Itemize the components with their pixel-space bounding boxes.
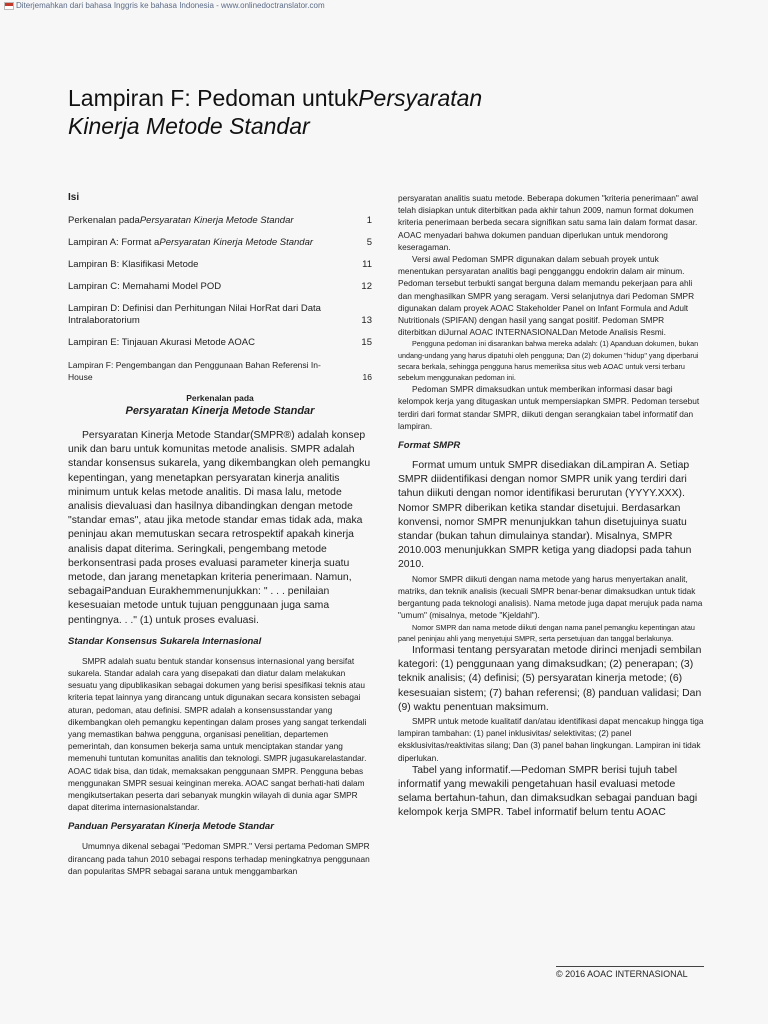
flag-icon: [4, 2, 14, 10]
right-paragraph: Versi awal Pedoman SMPR digunakan dalam sebuah proyek untuk menentukan persyaratan analitis bagi pengganggu endokrin dalam air minum. Pedoman tersebut terbukti sangat berguna dalam memandu pekerjaan para ahli dan menghasilkan SMPR yang seragam. Versi selanjutnya dari Pedoman SMPR digunakan dalam proyek AOAC Stakeholder Panel on Infant Formula and Adult Nutritionals (SPIFAN) dengan hasil yang sangat positif. Pedoman SMPR diterbitkan diJurnal AOAC INTERNASIONALDan Metode Analisis Resmi.: [398, 254, 695, 338]
toc-item[interactable]: Perkenalan padaPersyaratan Kinerja Metode Standar 1: [68, 215, 372, 226]
page-title: Lampiran F: Pedoman untukPersyaratan Kinerja Metode Standar: [68, 85, 483, 139]
voluntary-standard-heading: Standar Konsensus Sukarela Internasional: [68, 635, 262, 647]
translation-banner[interactable]: [0, 0, 325, 12]
footer-copyright: © 2016 AOAC INTERNASIONAL: [556, 966, 704, 979]
toc-item[interactable]: Lampiran B: Klasifikasi Metode 11: [68, 259, 372, 270]
toc-item[interactable]: Lampiran A: Format aPersyaratan Kinerja Metode Standar 5: [68, 237, 372, 248]
toc-item[interactable]: Lampiran D: Definisi dan Perhitungan Nilai HorRat dari Data Intralaboratorium 13: [68, 303, 372, 326]
right-paragraph: Format umum untuk SMPR disediakan diLampiran A. Setiap SMPR diidentifikasi dengan nomor SMPR unik yang terdiri dari tahun diikuti dengan nomor identifikasi berurutan (YYYY.XXX). Nomor SMPR diberikan ketika standar disetujui. Berdasarkan konvensi, nomor SMPR menunjukkan tahun disetujuinya suatu standar (bukan tahun dimulainya standar). Misalnya, SMPR 2010.003 menunjukkan SMPR ketiga yang diadopsi pada tahun 2010.: [398, 460, 692, 571]
format-heading: Format SMPR: [398, 440, 461, 452]
guidance-heading: Panduan Persyaratan Kinerja Metode Standar: [68, 821, 274, 833]
right-paragraph: persyaratan analitis suatu metode. Beberapa dokumen "kriteria penerimaan" awal telah disiapkan untuk diterbitkan pada akhir tahun 2009, namun format dokumen kriteria penerimaan berbeda secara signifikan satu sama lain dalam format dasar. AOAC menyadari bahwa dokumen panduan diperlukan untuk mendorong keseragaman.: [398, 193, 699, 252]
toc-item[interactable]: Lampiran C: Memahami Model POD 12: [68, 281, 372, 292]
right-column: [398, 192, 704, 821]
right-note-paragraph: Nomor SMPR dan nama metode diikuti dengan nama panel pemangku kepentingan atau panel peninjau ahli yang menyetujui SMPR, serta persetujuan dan tanggal berlakunya.: [398, 622, 695, 643]
right-paragraph: SMPR untuk metode kualitatif dan/atau identifikasi dapat mencakup hingga tiga lampiran tambahan: (1) panel inklusivitas/ selektivitas; (2) panel eksklusivitas/reaktivitas silang; Dan (3) panel bahan lingkungan. Lampiran ini tidak diperlukan.: [398, 715, 704, 763]
intro-heading: Persyaratan Kinerja Metode Standar: [125, 405, 315, 417]
toc-heading: Isi: [68, 192, 80, 203]
banner-text: Diterjemahkan dari bahasa Inggris ke bahasa Indonesia - www.onlinedoctranslator.com: [16, 1, 325, 10]
intro-subheading: Perkenalan pada: [186, 393, 254, 403]
right-paragraph: Pedoman SMPR dimaksudkan untuk memberikan informasi dasar bagi kelompok kerja yang ditugaskan untuk mempersiapkan SMPR. Pedoman tersebut terdiri dari format standar SMPR, diikuti dengan serangkaian tabel informatif dan lampiran.: [398, 384, 700, 431]
guidance-paragraph: Umumnya dikenal sebagai "Pedoman SMPR." Versi pertama Pedoman SMPR dirancang pada tahun 2010 sebagai respons terhadap meningkatnya penggunaan dan popularitas SMPR sebagai sarana untuk menggambarkan: [68, 841, 370, 876]
toc-item[interactable]: Lampiran E: Tinjauan Akurasi Metode AOAC 15: [68, 337, 372, 348]
toc-list: [68, 215, 372, 383]
right-paragraph: Informasi tentang persyaratan metode dirinci menjadi sembilan kategori: (1) penggunaan yang dimaksudkan; (2) penerapan; (3) teknik analisis; (4) definisi; (5) persyaratan kinerja metode; (6) kesesuaian sistem; (7) bahan referensi; (8) panduan validasi; Dan (9) waktu penentuan maksimum.: [398, 644, 702, 713]
right-paragraph: Nomor SMPR diikuti dengan nama metode yang harus menyertakan analit, matriks, dan teknik analisis (kecuali SMPR benar-benar dimaksudkan untuk tidak bergantung pada teknologi analisis). Nama metode juga dapat merujuk pada nama "umum" (misalnya, metode "Kjeldahl").: [398, 573, 703, 621]
toc-item[interactable]: Lampiran F: Pengembangan dan Penggunaan Bahan Referensi In-House 16: [68, 360, 372, 382]
right-note-paragraph: Pengguna pedoman ini disarankan bahwa mereka adalah: (1) Apanduan dokumen, bukan undang-undang yang harus dipatuhi oleh pengguna; Dan (2) dokumen "hidup" yang diperbarui secara berkala, sehingga pengguna harus memeriksa situs web AOAC untuk versi terbaru sebelum menggunakan pedoman ini.: [398, 339, 699, 383]
voluntary-standard-paragraph: SMPR adalah suatu bentuk standar konsensus internasional yang bersifat sukarela. Standar adalah cara yang disepakati dan diatur dalam melakukan sesuatu yang dipublikasikan sebagai dokumen yang berisi spesifikasi teknis atau kriteria tepat lainnya yang dirancang untuk digunakan secara konsisten sebagai aturan, pedoman, atau definisi. SMPR adalah a konsensusstandar yang dikembangkan oleh pemangku kepentingan dalam proses yang sangat terkendali yang memastikan bahwa pengguna, organisasi penelitian, departemen pemerintah, dan konsumen bekerja sama untuk menciptakan standar yang memenuhi tuntutan komunitas analitis dan teknologi. SMPR jugasukarelastandar. AOAC tidak bisa, dan tidak, memaksakan penggunaan SMPR. Pengguna bebas menggunakan SMPR sesuai keinginan mereka. AOAC sangat berhati-hati dalam mengikutsertakan peserta dari sebanyak mungkin wilayah di dunia agar SMPR dapat diterima internasionalstandar.: [68, 655, 367, 813]
intro-paragraph: Persyaratan Kinerja Metode Standar(SMPR®) adalah konsep unik dan baru untuk komunitas metode analisis. SMPR adalah standar konsensus sukarela, yang dikembangkan oleh pemangku kepentingan, yang menetapkan persyaratan kinerja analitis minimum untuk kelas metode analitis. Di masa lalu, metode analisis dievaluasi dan hasilnya dibandingkan dengan metode "standar emas", atau jika metode standar emas tidak ada, maka peninjau akan memutuskan secara retrospektif apakah kinerja analisis dapat diterima. Seringkali, pengembang metode berkonsentrasi pada proses evaluasi parameter kinerja suatu metode, dan jarang menetapkan kriteria penerimaan. Namun, sebagaiPanduan Eurakhemmenunjukkan: " . . . penilaian kesesuaian metode untuk tujuan penggunaan juga sama pentingnya. . ." (1) untuk proses evaluasi.: [68, 430, 371, 626]
right-paragraph: Tabel yang informatif.—Pedoman SMPR berisi tujuh tabel informatif yang mewakili pengetahuan hasil evaluasi metode selama bertahun-tahun, dan dimaksudkan sebagai panduan bagi kelompok kerja SMPR. Tabel informatif belum tentu AOAC: [398, 764, 698, 819]
left-column: [68, 192, 372, 877]
